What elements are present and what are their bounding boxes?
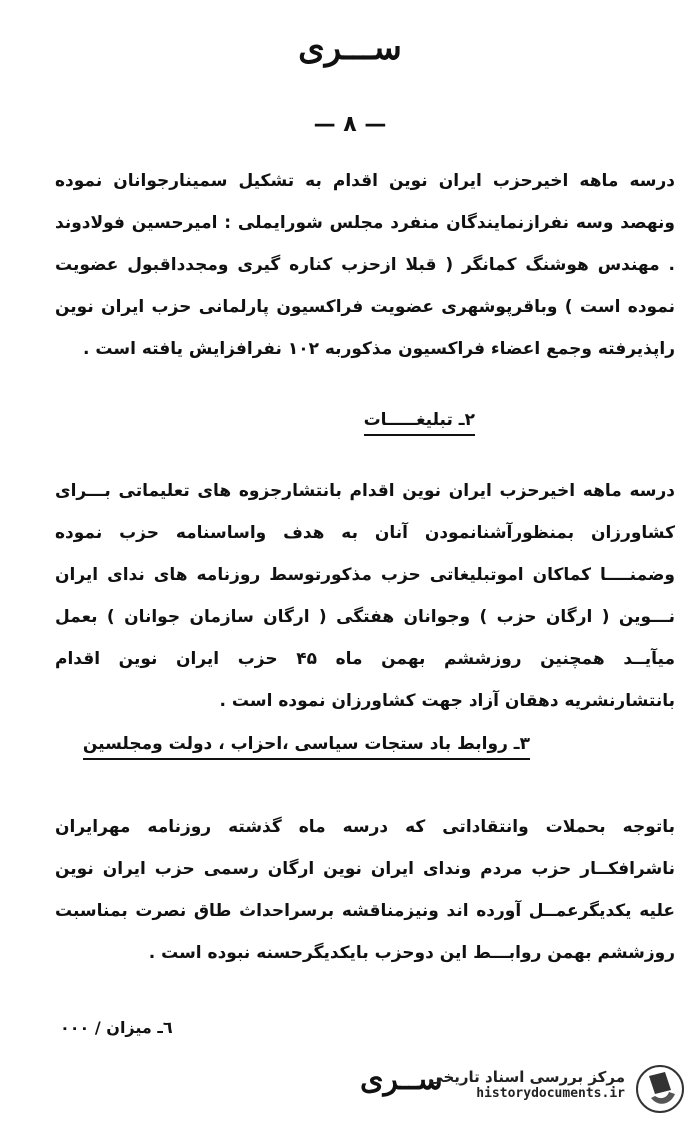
archive-logo-icon xyxy=(635,1064,685,1114)
classification-mark-top: ســـرى xyxy=(298,28,402,68)
paragraph-relations: باتوجه بحملات وانتقاداتی که درسه ماه گذشته روزنامه مهرایران ناشرافکــار حزب مردم وندای ایران نوین ارگان رسمی حزب ایران نوین علیه یکدیگرعمــل آورده اند ونیزمناقشه برسراحداث طاق نصرت بمناسبت روزششم بهمن روابـــط این دوحزب بایکدیگرحسنه نبوده است . xyxy=(55,817,675,963)
watermark xyxy=(425,1068,625,1101)
section-heading-propaganda: ۲ـ تبلیغـــــات xyxy=(364,410,475,436)
paragraph-seminar: درسه ماهه اخیرحزب ایران نوین اقدام به تشکیل سمینارجوانان نموده ونهصد وسه نفرازنمایندگان منفرد مجلس شورایملی : امیرحسین فولادوند . مهندس هوشنگ کمانگر ( قبلا ازحزب کناره گیری ومجدداقبول عضویت نموده است ) وباقرپوشهری عضویت فراکسیون پارلمانی حزب ایران نوین راپذیرفته وجمع اعضاء فراکسیون مذکوربه ۱۰۲ نفرافزایش یافته است . xyxy=(55,171,675,359)
section-heading-relations: ۳ـ روابط باد ستجات سیاسی ،احزاب ، دولت ومجلسین xyxy=(83,734,530,760)
page-number: — ٨ — xyxy=(313,112,387,137)
watermark-title: مرکز بررسی اسناد تاریخی xyxy=(428,1068,625,1086)
classification-mark-bottom: ســرى xyxy=(360,1062,443,1097)
paragraph-propaganda: درسه ماهه اخیرحزب ایران نوین اقدام بانتشارجزوه های تعلیماتی بـــرای کشاورزان بمنظورآشنانمودن آنان به هدف واساسنامه حزب نموده وضمنــــا کماکان اموتبلیغاتی حزب مذکورتوسط روزنامه های ندای ایران نـــوین ( ارگان حزب ) وجوانان هفتگی ( ارگان سازمان جوانان ) بعمل میآیــد همچنین روزششم بهمن ماه ۴۵ حزب ایران نوین اقدام بانتشارنشریه دهقان آزاد جهت کشاورزان نموده است . xyxy=(55,481,675,711)
watermark-url: historydocuments.ir xyxy=(476,1086,625,1101)
date-line: ٦ـ میزان / ٠٠٠ xyxy=(60,1018,173,1037)
